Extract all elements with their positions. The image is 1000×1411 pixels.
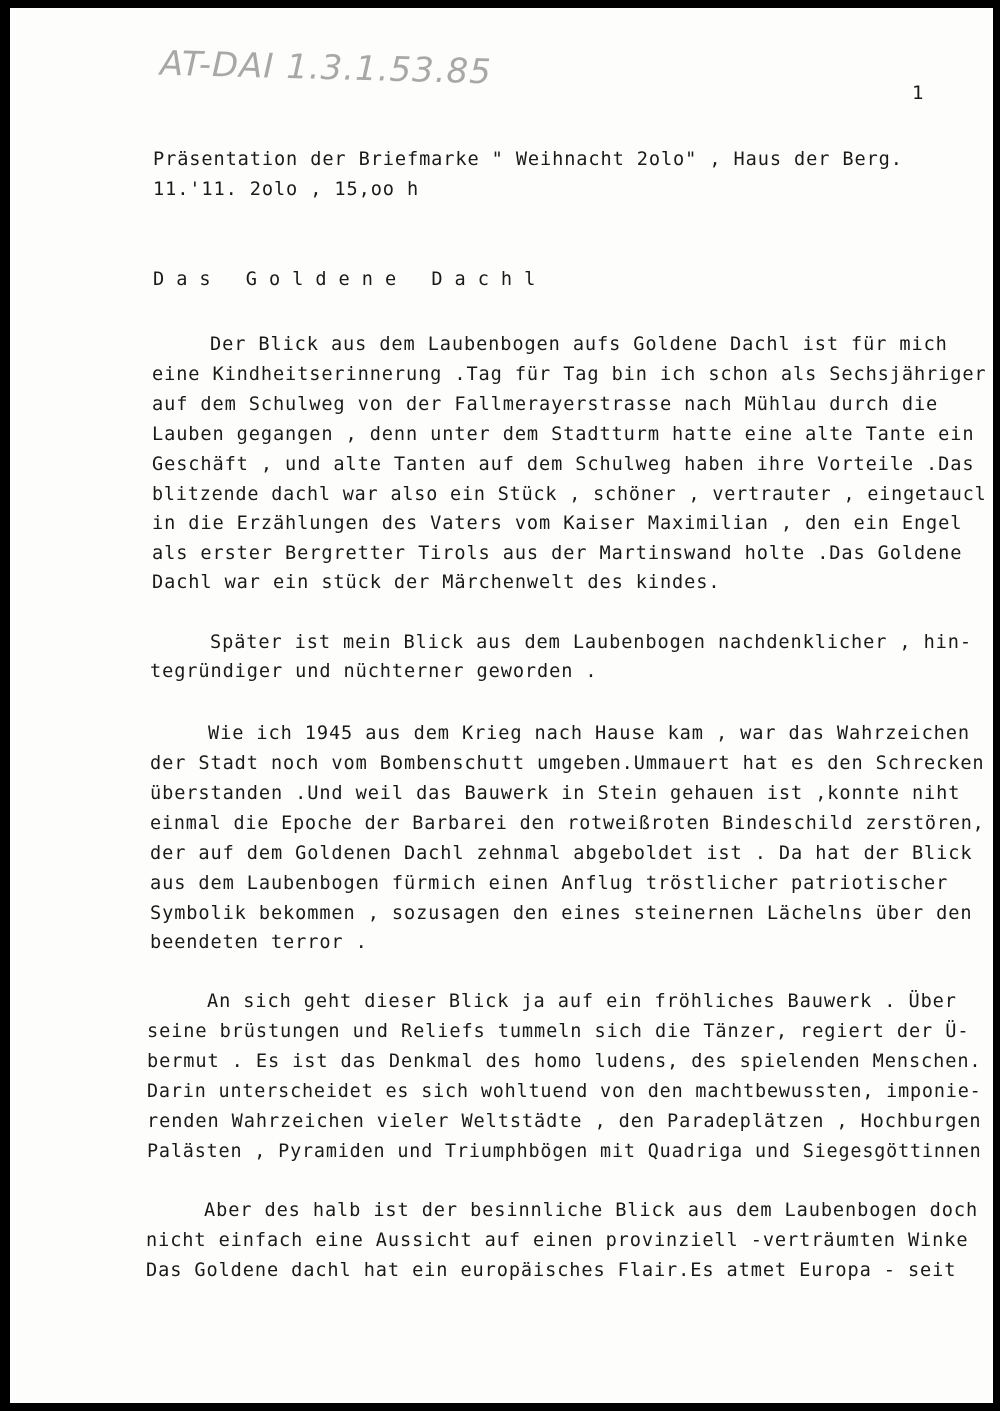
text-line: auf dem Schulweg von der Fallmerayerstrasse nach Mühlau durch die [152, 394, 939, 415]
text-line: eine Kindheitserinnerung .Tag für Tag bin ich schon als Sechsjähriger [152, 364, 987, 385]
text-line: in die Erzählungen des Vaters vom Kaiser Maximilian , den ein Engel [152, 513, 963, 534]
text-line: Darin unterscheidet es sich wohltuend von den machtbewussten, imponie- [147, 1081, 982, 1102]
text-line: blitzende dachl war also ein Stück , schöner , vertrauter , eingetaucl [152, 484, 987, 505]
text-line: Palästen , Pyramiden und Triumphbögen mit Quadriga und Siegesgöttinnen [147, 1141, 982, 1162]
text-line: Dachl war ein stück der Märchenwelt des kindes. [152, 572, 721, 593]
archive-stamp: AT-DAI 1.3.1.53.85 [159, 43, 493, 93]
text-line: Später ist mein Blick aus dem Laubenbogen nachdenklicher , hin- [210, 632, 972, 653]
text-line: der Stadt noch vom Bombenschutt umgeben.Ummauert hat es den Schrecken [150, 753, 985, 774]
document-page [10, 8, 993, 1403]
page-number: 1 [912, 82, 924, 104]
header-line: Präsentation der Briefmarke " Weihnacht 2olo" , Haus der Berg. [153, 149, 903, 170]
text-line: bermut . Es ist das Denkmal des homo ludens, des spielenden Menschen. [147, 1051, 982, 1072]
text-line: Der Blick aus dem Laubenbogen aufs Goldene Dachl ist für mich [210, 334, 948, 355]
text-line: überstanden .Und weil das Bauwerk in Stein gehauen ist ,konnte niht [150, 783, 961, 804]
text-line: tegründiger und nüchterner geworden . [150, 661, 598, 682]
text-line: Wie ich 1945 aus dem Krieg nach Hause kam , war das Wahrzeichen [208, 723, 970, 744]
text-line: Lauben gegangen , denn unter dem Stadtturm hatte eine alte Tante ein [152, 424, 975, 445]
text-line: beendeten terror . [150, 932, 368, 953]
text-line: Symbolik bekommen , sozusagen den eines steinernen Lächelns über den [150, 903, 973, 924]
document-title: Das Goldene Dachl [153, 269, 548, 290]
text-line: aus dem Laubenbogen fürmich einen Anflug tröstlicher patriotischer [150, 873, 949, 894]
text-line: Aber des halb ist der besinnliche Blick aus dem Laubenbogen doch [204, 1200, 979, 1221]
text-line: seine brüstungen und Reliefs tummeln sich die Tänzer, regiert der Ü- [147, 1021, 970, 1042]
text-line: An sich geht dieser Blick ja auf ein fröhliches Bauwerk . Über [207, 991, 957, 1012]
text-line: Geschäft , und alte Tanten auf dem Schulweg haben ihre Vorteile .Das [152, 454, 975, 475]
text-line: Das Goldene dachl hat ein europäisches Flair.Es atmet Europa - seit [146, 1260, 957, 1281]
text-line: als erster Bergretter Tirols aus der Martinswand holte .Das Goldene [152, 543, 963, 564]
text-line: der auf dem Goldenen Dachl zehnmal abgeboldet ist . Da hat der Blick [150, 843, 973, 864]
header-line: 11.'11. 2olo , 15,oo h [153, 179, 420, 200]
text-line: renden Wahrzeichen vieler Weltstädte , den Paradeplätzen , Hochburgen [147, 1111, 982, 1132]
text-line: nicht einfach eine Aussicht auf einen provinziell -verträumten Winke [146, 1230, 969, 1251]
text-line: einmal die Epoche der Barbarei den rotweißroten Bindeschild zerstören, [150, 813, 985, 834]
